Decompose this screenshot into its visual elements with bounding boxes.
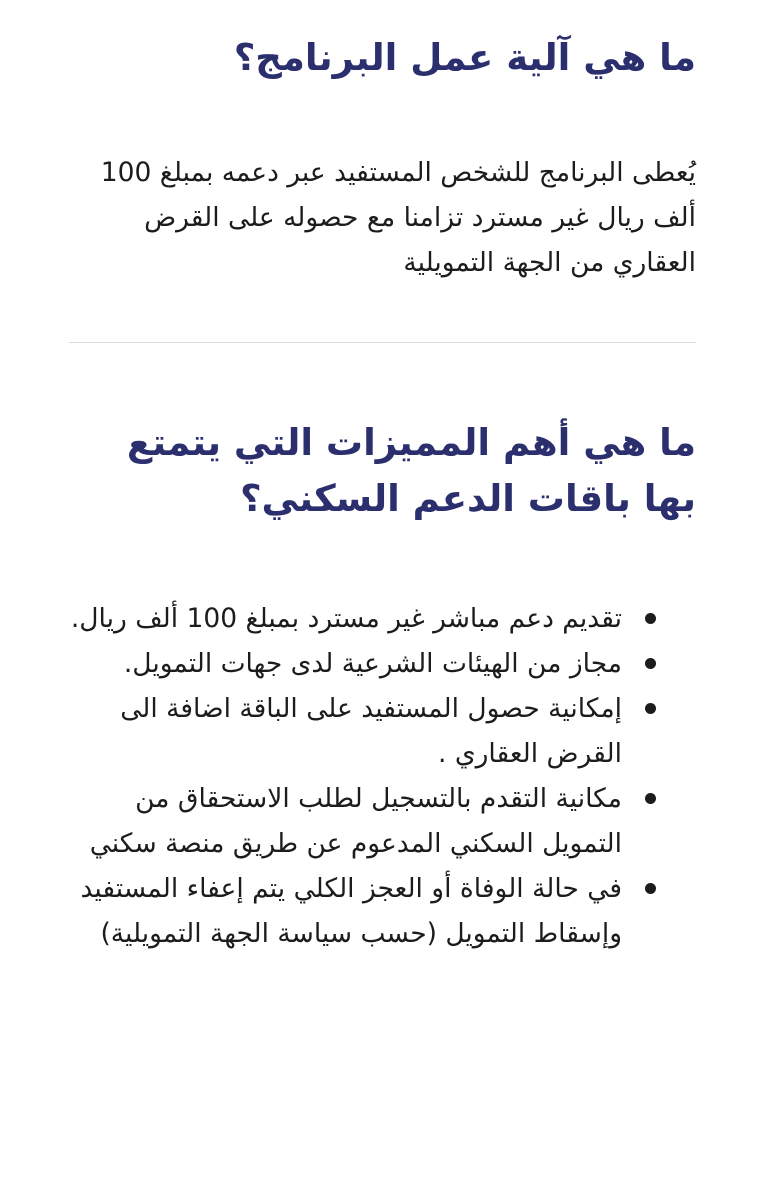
list-item bbox=[69, 686, 696, 776]
bullet-icon bbox=[645, 883, 656, 894]
list-item bbox=[69, 776, 696, 866]
list-item bbox=[69, 866, 696, 956]
bullet-icon bbox=[645, 613, 656, 624]
list-item bbox=[69, 641, 696, 686]
section-divider bbox=[69, 342, 696, 343]
bullet-icon bbox=[645, 703, 656, 714]
bullet-icon bbox=[645, 658, 656, 669]
features-heading: ما هي أهم المميزات التي يتمتع بها باقات الدعم السكني؟ bbox=[126, 421, 696, 520]
mechanism-paragraph: يُعطى البرنامج للشخص المستفيد عبر دعمه بمبلغ 100 ألف ريال غير مسترد تزامنا مع حصوله على القرض العقاري من الجهة التمويلية bbox=[100, 157, 696, 278]
feature-text: مجاز من الهيئات الشرعية لدى جهات التمويل. bbox=[123, 648, 622, 679]
feature-text: تقديم دعم مباشر غير مسترد بمبلغ 100 ألف ريال. bbox=[70, 603, 622, 634]
mechanism-heading: ما هي آلية عمل البرنامج؟ bbox=[233, 36, 696, 79]
feature-text: في حالة الوفاة أو العجز الكلي يتم إعفاء المستفيد وإسقاط التمويل (حسب سياسة الجهة التمويلية) bbox=[80, 873, 622, 949]
list-item bbox=[69, 596, 696, 641]
bullet-icon bbox=[645, 793, 656, 804]
feature-text: مكانية التقدم بالتسجيل لطلب الاستحقاق من التمويل السكني المدعوم عن طريق منصة سكني bbox=[89, 783, 622, 859]
feature-text: إمكانية حصول المستفيد على الباقة اضافة الى القرض العقاري . bbox=[120, 693, 622, 769]
article-content bbox=[69, 0, 696, 956]
features-list bbox=[69, 596, 696, 956]
